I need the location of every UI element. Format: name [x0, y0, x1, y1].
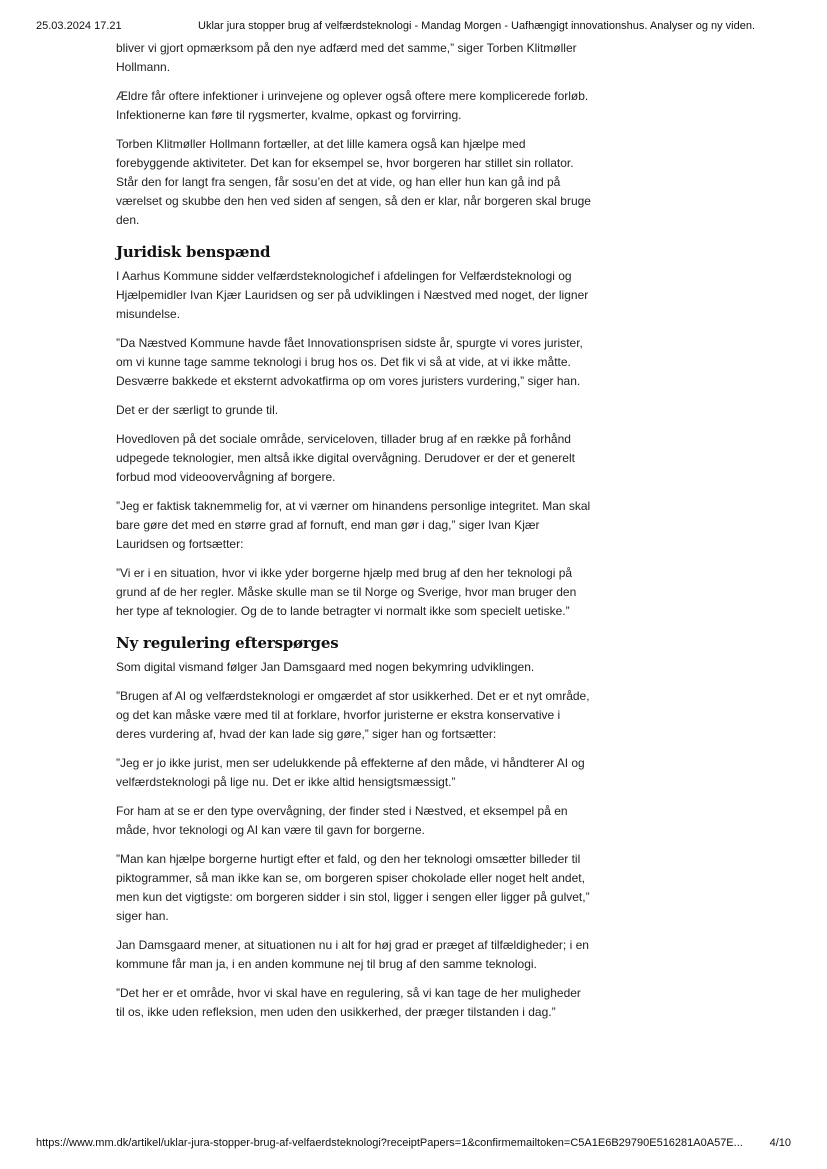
- article-paragraph: Torben Klitmøller Hollmann fortæller, at det lille kamera også kan hjælpe med forebyggende aktiviteter. Det kan for eksempel se, hvor borgeren har stillet sin rollator. Står den for langt fra sengen, får sosu’en det at vide, og han eller hun kan gå ind på værelset og skubbe den hen ved siden af sengen, så den er klar, når borgeren skal bruge den.: [116, 137, 591, 227]
- article-paragraph: I Aarhus Kommune sidder velfærdsteknologichef i afdelingen for Velfærdsteknologi og Hjælpemidler Ivan Kjær Lauridsen og ser på udviklingen i Næstved med noget, der ligner misundelse.: [116, 269, 589, 321]
- page-number: 4/10: [769, 1137, 791, 1149]
- section-heading: Ny regulering efterspørges: [116, 634, 339, 652]
- article-body: [116, 39, 592, 1032]
- print-datetime: 25.03.2024 17.21: [36, 20, 122, 32]
- article-paragraph: ”Vi er i en situation, hvor vi ikke yder borgerne hjælp med brug af den her teknologi på grund af de her regler. Måske skulle man se til Norge og Sverige, hvor man bruger den her type af teknologier. Og de to lande betragter vi normalt ikke som specielt uetiske.”: [116, 566, 577, 618]
- article-paragraph: ”Brugen af AI og velfærdsteknologi er omgærdet af stor usikkerhed. Det er et nyt område, og det kan måske være med til at forklare, hvorfor juristerne er ekstra konservative i deres vurdering af, hvad der kan lade sig gøre,” siger han og fortsætter:: [116, 689, 590, 741]
- article-paragraph: ”Jeg er jo ikke jurist, men ser udelukkende på effekterne af den måde, vi håndterer AI og velfærdsteknologi på lige nu. Det er ikke altid hensigtsmæssigt.”: [116, 756, 585, 789]
- article-paragraph: Jan Damsgaard mener, at situationen nu i alt for høj grad er præget af tilfældigheder; i en kommune får man ja, i en anden kommune nej til brug af den samme teknologi.: [116, 938, 589, 971]
- article-paragraph: Ældre får oftere infektioner i urinvejene og oplever også oftere mere komplicerede forløb. Infektionerne kan føre til rygsmerter, kvalme, opkast og forvirring.: [116, 89, 589, 122]
- print-url: https://www.mm.dk/artikel/uklar-jura-stopper-brug-af-velfaerdsteknologi?receiptPapers=1&confirmemailtoken=C5A1E6B29790E516281A0A57E...: [36, 1137, 743, 1149]
- article-paragraph: Hovedloven på det sociale område, serviceloven, tillader brug af en række på forhånd udpegede teknologier, men altså ikke digital overvågning. Derudover er der et generelt forbud mod videoovervågning af borgere.: [116, 432, 575, 484]
- article-paragraph: ”Jeg er faktisk taknemmelig for, at vi værner om hinandens personlige integritet. Man skal bare gøre det med en større grad af fornuft, end man gør i dag,” siger Ivan Kjær Lauridsen og fortsætter:: [116, 499, 591, 551]
- article-paragraph: For ham at se er den type overvågning, der finder sted i Næstved, et eksempel på en måde, hvor teknologi og AI kan være til gavn for borgerne.: [116, 804, 568, 837]
- article-paragraph: Som digital vismand følger Jan Damsgaard med nogen bekymring udviklingen.: [116, 660, 535, 674]
- print-page-title: Uklar jura stopper brug af velfærdsteknologi - Mandag Morgen - Uafhængigt innovationshus. Analyser og ny viden.: [198, 20, 756, 32]
- article-paragraph: Det er der særligt to grunde til.: [116, 403, 279, 417]
- article-paragraph: bliver vi gjort opmærksom på den nye adfærd med det samme,” siger Torben Klitmøller Hollmann.: [116, 41, 577, 74]
- section-heading: Juridisk benspænd: [116, 243, 271, 261]
- article-paragraph: ”Da Næstved Kommune havde fået Innovationsprisen sidste år, spurgte vi vores jurister, om vi kunne tage samme teknologi i brug hos os. Det fik vi så at vide, at vi ikke måtte. Desværre bakkede et eksternt advokatfirma op om vores juristers vurdering,” siger han.: [116, 336, 583, 388]
- article-paragraph: ”Det her er et område, hvor vi skal have en regulering, så vi kan tage de her muligheder til os, ikke uden refleksion, men uden den usikkerhed, der præger tilstanden i dag.”: [116, 986, 581, 1019]
- article-paragraph: ”Man kan hjælpe borgerne hurtigt efter et fald, og den her teknologi omsætter billeder til piktogrammer, så man ikke kan se, om borgeren spiser chokolade eller noget helt andet, men kun det vigtigste: om borgeren sidder i sin stol, ligger i sengen eller ligger på gulvet,” siger han.: [116, 852, 590, 923]
